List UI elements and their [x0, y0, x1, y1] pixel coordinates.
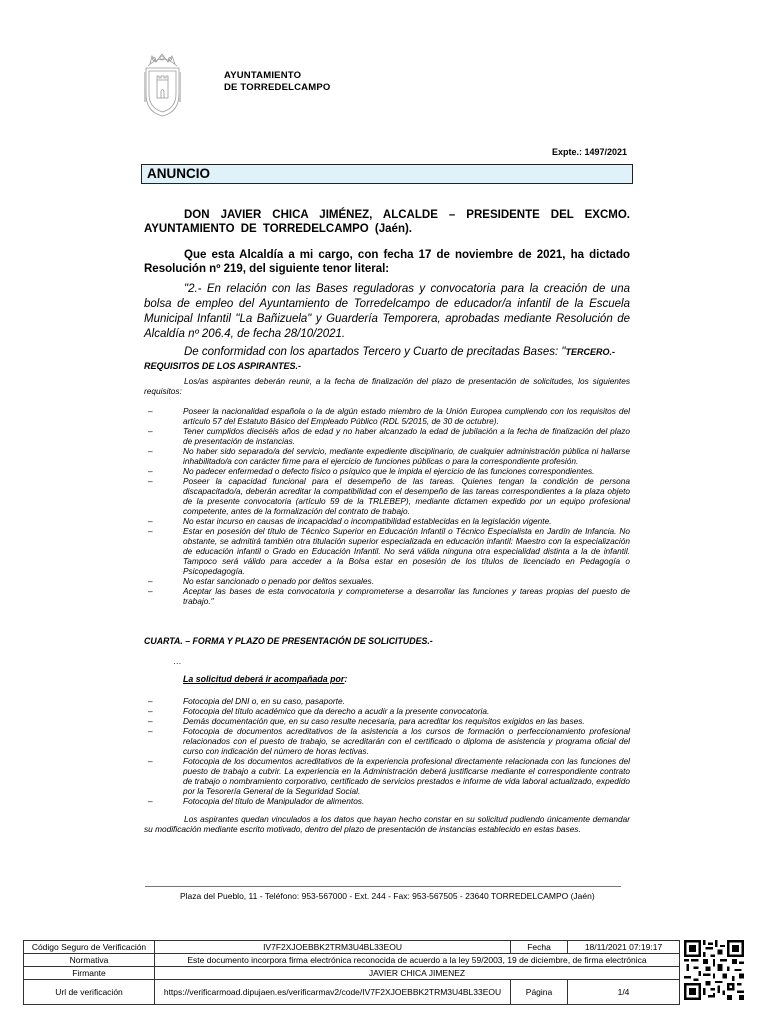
list-item: – Fotocopia de los documentos acreditativos de la experiencia profesional directamente relacionada con las funciones del puesto de trabajo a cubrir. La experiencia en la Administración deberá justificarse mediante el correspondiente contrato de trabajo o nombramiento corporativo, certificado de servicios prestados e informe de vida laboral actualizado, expedido por la Tesorería General de la Seguridad Social.: [148, 756, 630, 796]
documentos-list: [144, 696, 630, 806]
list-item: – Aceptar las bases de esta convocatoria y comprometerse a desarrollar las funciones y tareas propias del puesto de trabajo.": [148, 586, 630, 606]
table-row: [24, 941, 680, 954]
url-label: Url de verificación: [24, 980, 155, 1005]
url-value[interactable]: https://verificarmoad.dipujaen.es/verificarmav2/code/IV7F2XJOEBBK2TRM3U4BL33EOU: [155, 980, 511, 1005]
firmante-value: JAVIER CHICA JIMENEZ: [155, 967, 680, 980]
list-item-text: No haber sido separado/a del servicio, mediante expediente disciplinario, de cualquier administración pública ni hallarse inhabilitado/a con carácter firme para el ejercicio de funciones públicas o para la correspondiente profesión.: [183, 446, 630, 466]
list-item-text: Tener cumplidos dieciséis años de edad y no haber alcanzado la edad de jubilación a la fecha de finalización del plazo de presentación de instancias.: [183, 426, 630, 446]
cuarta-heading: CUARTA. – FORMA Y PLAZO DE PRESENTACIÓN DE SOLICITUDES.-: [144, 636, 433, 646]
pagina-label: Página: [511, 980, 568, 1005]
list-item: – No estar sancionado o penado por delitos sexuales.: [148, 576, 374, 586]
list-item-text: Fotocopia del título académico que da derecho a acudir a la presente convocatoria.: [183, 706, 490, 716]
list-item: – Fotocopia del DNI o, en su caso, pasaporte.: [148, 696, 345, 706]
list-item-text: Poseer la capacidad funcional para el desempeño de las tareas. Quienes tengan la condición de persona discapacitado/a, deberán acreditar la compatibilidad con el desempeño de las tareas correspondientes a la plaza objeto de la presente convocatoria (artículo 59 de la TRLEBEP), mediante dictamen expedido por un equipo profesional competente, antes de la formalización del contrato de trabajo.: [183, 476, 630, 516]
list-item-text: No estar incurso en causas de incapacidad o incompatibilidad establecidas en la legislación vigente.: [183, 516, 552, 526]
csv-label: Código Seguro de Verificación: [24, 941, 155, 954]
table-row: [24, 967, 680, 980]
org-line-2: DE TORREDELCAMPO: [224, 82, 331, 93]
paragraph-resolution: Que esta Alcaldía a mi cargo, con fecha 17 de noviembre de 2021, ha dictado Resolución nº 219, del siguiente tenor literal:: [144, 249, 630, 275]
pagina-value: 1/4: [568, 980, 680, 1005]
list-item: – Fotocopia de documentos acreditativos de la asistencia a los cursos de formación o perfeccionamiento profesional relacionados con el puesto de trabajo, se acreditarán con el certificado o diploma de asistencia y programa oficial del curso con indicación del número de horas lectivas.: [148, 726, 630, 756]
fecha-label: Fecha: [511, 941, 568, 954]
solicitud-label: La solicitud deberá ir acompañada por: [183, 674, 345, 684]
list-item: – No padecer enfermedad o defecto físico o psíquico que le impida el ejercicio de las funciones correspondientes.: [148, 466, 595, 476]
fecha-value: 18/11/2021 07:19:17: [568, 941, 680, 954]
normativa-label: Normativa: [24, 954, 155, 967]
list-item: – Estar en posesión del título de Técnico Superior en Educación Infantil o Técnico Especialista en Jardín de Infancia. No obstante, se admitirá también otra titulación superior especializada en educación infantil: Maestro con la especialización de educación infantil o Grado en Educación Infantil. No será válida ninguna otra especialidad distinta a la de infantil. Tampoco será válido para acceder a la Bolsa estar en posesión de los títulos de licenciado en Pedagogía o Psicopedagogía.: [148, 526, 630, 576]
paragraph-conformidad: [144, 345, 630, 373]
requisitos-heading: REQUISITOS DE LOS ASPIRANTES.-: [144, 361, 302, 371]
list-item-text: Demás documentación que, en su caso resulte necesaria, para acreditar los requisitos exigidos en las bases.: [183, 716, 585, 726]
footer-divider: [145, 886, 621, 887]
solicitud-colon: :: [344, 674, 348, 684]
organization-name: [224, 70, 330, 94]
paragraph-bases: "2.- En relación con las Bases reguladoras y convocatoria para la creación de una bolsa de empleo del Ayuntamiento de Torredelcampo de educador/a infantil de la Escuela Municipal Infantil "La Bañizuela" y Guardería Temporera, aprobadas mediante Resolución de Alcaldía nº 206.4, de fecha 28/10/2021.: [144, 283, 630, 340]
footer-address: Plaza del Pueblo, 11 - Teléfono: 953-567000 - Ext. 244 - Fax: 953-567505 - 23640 TORREDELCAMPO (Jaén): [180, 891, 595, 901]
list-item-text: No estar sancionado o penado por delitos sexuales.: [183, 576, 374, 586]
list-item: – No estar incurso en causas de incapacidad o incompatibilidad establecidas en la legislación vigente.: [148, 516, 552, 526]
table-row: [24, 954, 680, 967]
list-item-text: No padecer enfermedad o defecto físico o psíquico que le impida el ejercicio de las funciones correspondientes.: [183, 466, 595, 476]
expediente-number: Expte.: 1497/2021: [551, 147, 627, 157]
anuncio-banner: [141, 164, 633, 184]
paragraph-aspirantes: Los/as aspirantes deberán reunir, a la fecha de finalización del plazo de presentación de solicitudes, los siguientes requisitos:: [144, 376, 630, 396]
list-item: – Tener cumplidos dieciséis años de edad y no haber alcanzado la edad de jubilación a la fecha de finalización del plazo de presentación de instancias.: [148, 426, 630, 446]
list-item: – Demás documentación que, en su caso resulte necesaria, para acreditar los requisitos exigidos en las bases.: [148, 716, 585, 726]
requisitos-list: [144, 406, 630, 606]
paragraph-mayor: DON JAVIER CHICA JIMÉNEZ, ALCALDE – PRESIDENTE DEL EXCMO. AYUNTAMIENTO DE TORREDELCAMPO (Jaén).: [144, 209, 630, 235]
csv-value: IV7F2XJOEBBK2TRM3U4BL33EOU: [155, 941, 511, 954]
list-item-text: Fotocopia de los documentos acreditativos de la experiencia profesional directamente relacionada con las funciones del puesto de trabajo a cubrir. La experiencia en la Administración deberá justificarse mediante el correspondiente contrato de trabajo o nombramiento corporativo, certificado de servicios prestados e informe de vida laboral actualizado, expedido por la Tesorería General de la Seguridad Social.: [183, 756, 630, 796]
org-line-1: AYUNTAMIENTO: [224, 70, 302, 81]
verification-table: [23, 940, 680, 1005]
list-item: – Poseer la capacidad funcional para el desempeño de las tareas. Quienes tengan la condición de persona discapacitado/a, deberán acreditar la compatibilidad con el desempeño de las tareas correspondientes a la plaza objeto de la presente convocatoria (artículo 59 de la TRLEBEP), mediante dictamen expedido por un equipo profesional competente, antes de la formalización del contrato de trabajo.: [148, 476, 630, 516]
firmante-label: Firmante: [24, 967, 155, 980]
table-row: [24, 980, 680, 1005]
ellipsis: …: [173, 656, 182, 666]
list-item-text: Poseer la nacionalidad española o la de algún estado miembro de la Unión Europea cumpliendo con los requisitos del artículo 57 del Estatuto Básico del Empleado Público (RDL 5/2015, de 30 de octubre).: [183, 406, 630, 426]
coat-of-arms-logo: [140, 50, 185, 118]
list-item: – Fotocopia del título académico que da derecho a acudir a la presente convocatoria.: [148, 706, 490, 716]
list-item-text: Fotocopia de documentos acreditativos de la asistencia a los cursos de formación o perfeccionamiento profesional relacionados con el puesto de trabajo, se acreditarán con el certificado o diploma de asistencia y programa oficial del curso con indicación del número de horas lectivas.: [183, 726, 630, 756]
list-item-text: Fotocopia del DNI o, en su caso, pasaporte.: [183, 696, 345, 706]
normativa-value: Este documento incorpora firma electrónica reconocida de acuerdo a la ley 59/2003, 19 de diciembre, de firma electrónica: [155, 954, 680, 967]
tercero-label: TERCERO.-: [565, 347, 615, 357]
qr-code-icon: [684, 940, 744, 1000]
list-item: – Fotocopia del título de Manipulador de alimentos.: [148, 796, 365, 806]
conformidad-lead: De conformidad con los apartados Tercero y Cuarto de precitadas Bases: ": [184, 346, 566, 358]
list-item-text: Aceptar las bases de esta convocatoria y comprometerse a desarrollar las funciones y tareas propias del puesto de trabajo.": [183, 586, 630, 606]
solicitud-heading: [183, 674, 347, 684]
list-item-text: Fotocopia del título de Manipulador de alimentos.: [183, 796, 365, 806]
list-item: – Poseer la nacionalidad española o la de algún estado miembro de la Unión Europea cumpliendo con los requisitos del artículo 57 del Estatuto Básico del Empleado Público (RDL 5/2015, de 30 de octubre).: [148, 406, 630, 426]
list-item: – No haber sido separado/a del servicio, mediante expediente disciplinario, de cualquier administración pública ni hallarse inhabilitado/a con carácter firme para el ejercicio de funciones públicas o para la correspondiente profesión.: [148, 446, 630, 466]
paragraph-vinculados: Los aspirantes quedan vinculados a los datos que hayan hecho constar en su solicitud pudiendo únicamente demandar su modificación mediante escrito motivado, dentro del plazo de presentación de instancias establecido en estas bases.: [144, 814, 630, 834]
list-item-text: Estar en posesión del título de Técnico Superior en Educación Infantil o Técnico Especialista en Jardín de Infancia. No obstante, se admitirá también otra titulación superior especializada en educación infantil: Maestro con la especialización de educación infantil o Grado en Educación Infantil. No será válida ninguna otra especialidad distinta a la de infantil. Tampoco será válido para acceder a la Bolsa estar en posesión de los títulos de licenciado en Pedagogía o Psicopedagogía.: [183, 526, 630, 576]
anuncio-title: ANUNCIO: [147, 166, 210, 181]
